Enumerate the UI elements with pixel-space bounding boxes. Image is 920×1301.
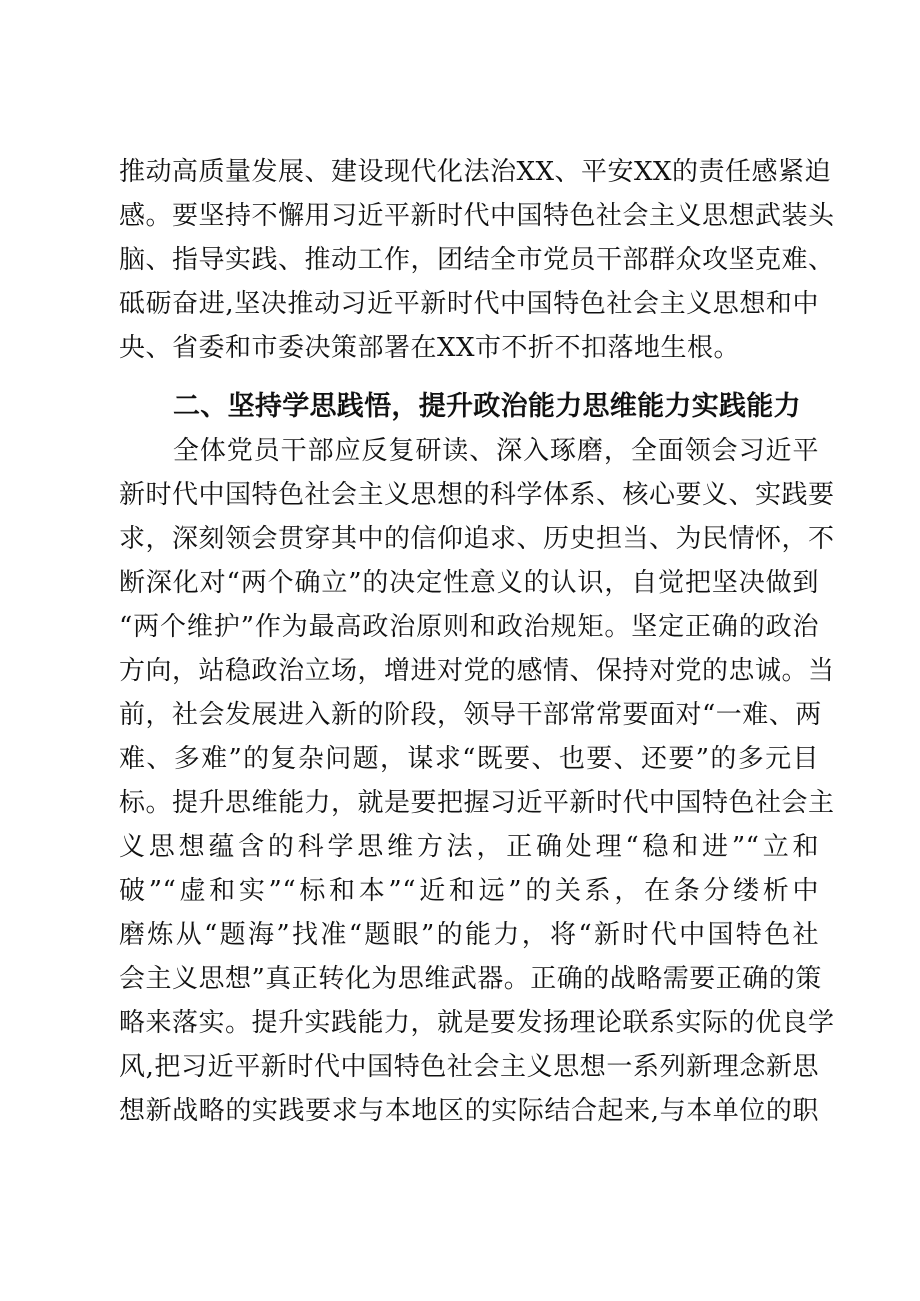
paragraph-2-line: 略来落实。提升实践能力，就是要发扬理论联系实际的优良学 (119, 1008, 835, 1038)
paragraph-2-line: “两个维护”作为最高政治原则和政治规矩。坚定正确的政治 (119, 612, 819, 642)
paragraph-2-line: 全体党员干部应反复研读、深入琢磨，全面领会习近平 (119, 436, 819, 466)
paragraph-1-line: 推动高质量发展、建设现代化法治XX、平安XX的责任感紧迫 (119, 157, 832, 187)
paragraph-2-line: 义思想蕴含的科学思维方法，正确处理“稳和进”“立和 (119, 832, 819, 862)
paragraph-2-line: 新时代中国特色社会主义思想的科学体系、核心要义、实践要 (119, 480, 835, 510)
paragraph-1-line: 央、省委和市委决策部署在XX市不折不扣落地生根。 (119, 333, 741, 363)
paragraph-1-line: 感。要坚持不懈用习近平新时代中国特色社会主义思想武装头 (119, 201, 835, 231)
paragraph-2-line: 方向，站稳政治立场，增进对党的感情、保持对党的忠诚。当 (119, 656, 835, 686)
paragraph-2-line: 破”“虚和实”“标和本”“近和远”的关系，在条分缕析中 (119, 876, 819, 906)
paragraph-2 (119, 429, 835, 1139)
paragraph-2-line: 难、多难”的复杂问题，谋求“既要、也要、还要”的多元目 (119, 744, 819, 774)
paragraph-2-line: 想新战略的实践要求与本地区的实际结合起来,与本单位的职 (119, 1096, 819, 1126)
paragraph-2-line: 断深化对“两个确立”的决定性意义的认识，自觉把坚决做到 (119, 568, 819, 598)
paragraph-2-line: 标。提升思维能力，就是要把握习近平新时代中国特色社会主 (119, 788, 835, 818)
paragraph-2-line: 风,把习近平新时代中国特色社会主义思想一系列新理念新思 (119, 1052, 819, 1082)
section-heading: 二、坚持学思践悟，提升政治能力思维能力实践能力 (173, 391, 801, 422)
paragraph-2-line: 会主义思想”真正转化为思维武器。正确的战略需要正确的策 (119, 964, 822, 994)
paragraph-1-line: 脑、指导实践、推动工作，团结全市党员干部群众攻坚克难、 (119, 245, 835, 275)
paragraph-1 (119, 150, 835, 375)
paragraph-2-line: 前，社会发展进入新的阶段，领导干部常常要面对“一难、两 (119, 700, 822, 730)
paragraph-2-line: 磨炼从“题海”找准“题眼”的能力，将“新时代中国特色社 (119, 920, 819, 950)
paragraph-1-line: 砥砺奋进,坚决推动习近平新时代中国特色社会主义思想和中 (119, 289, 819, 319)
paragraph-2-line: 求，深刻领会贯穿其中的信仰追求、历史担当、为民情怀，不 (119, 524, 835, 554)
